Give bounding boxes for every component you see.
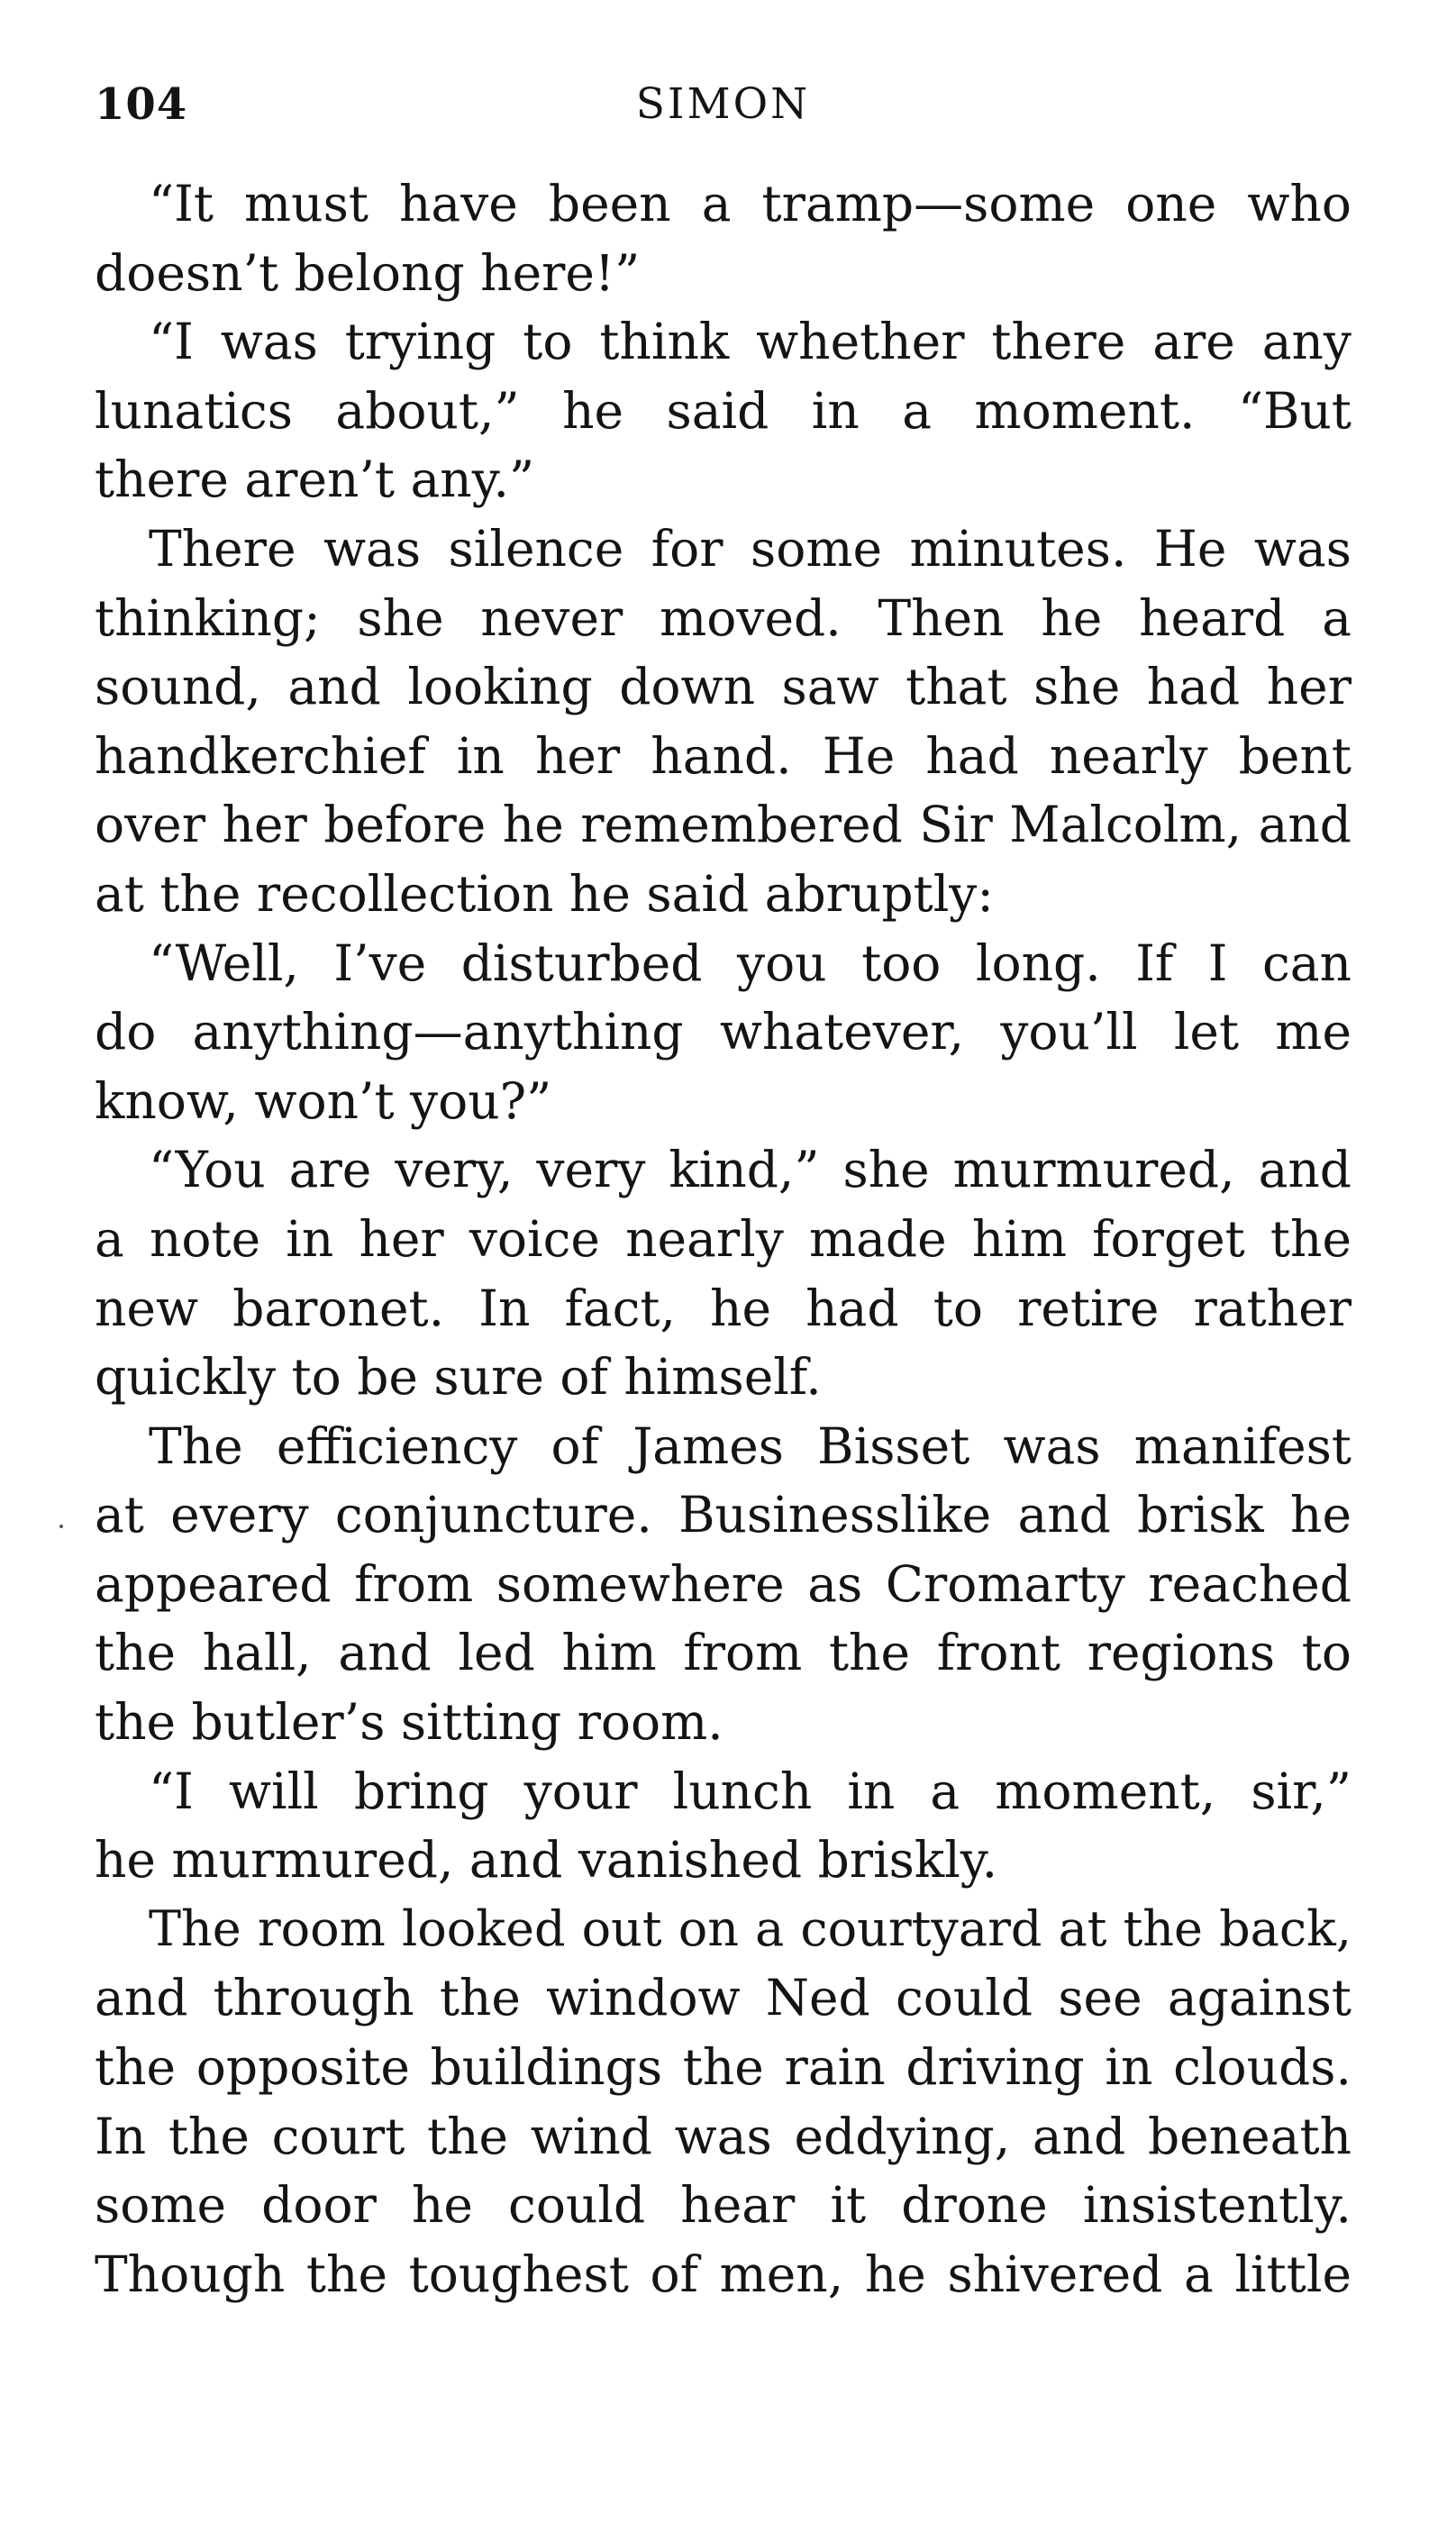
text-line: the butler’s sitting room.: [95, 1693, 723, 1752]
text-line: new baronet. In fact, he had to retire rather: [95, 1279, 1351, 1337]
text-line: over her before he remembered Sir Malcolm, and: [95, 796, 1351, 854]
text-line: know, won’t you?”: [95, 1071, 552, 1130]
text-line: “You are very, very kind,” she murmured, and: [149, 1141, 1351, 1199]
text-line: at the recollection he said abruptly:: [95, 864, 994, 923]
text-line: quickly to be sure of himself.: [95, 1348, 822, 1407]
text-line: doesn’t belong here!”: [95, 243, 641, 302]
text-line: “I was trying to think whether there are any: [149, 313, 1351, 371]
text-line: there aren’t any.”: [95, 451, 535, 509]
text-line: There was silence for some minutes. He was: [149, 519, 1351, 578]
text-line: a note in her voice nearly made him forget the: [95, 1209, 1351, 1268]
text-line: In the court the wind was eddying, and beneath: [95, 2107, 1351, 2165]
text-line: “Well, I’ve disturbed you too long. If I can: [149, 934, 1351, 992]
text-line: the hall, and led him from the front regions to: [95, 1624, 1351, 1682]
page-header: [95, 79, 1351, 142]
page-number: 104: [95, 79, 188, 130]
text-line: he murmured, and vanished briskly.: [95, 1831, 998, 1890]
text-line: do anything—anything whatever, you’ll let me: [95, 1003, 1351, 1061]
text-line: appeared from somewhere as Cromarty reached: [95, 1554, 1351, 1613]
text-line: handkerchief in her hand. He had nearly bent: [95, 726, 1351, 785]
text-line: “I will bring your lunch in a moment, sir,”: [149, 1762, 1351, 1820]
text-line: Though the toughest of men, he shivered a little: [95, 2245, 1351, 2303]
text-line: “It must have been a tramp—some one who: [149, 175, 1351, 232]
stray-ink-mark: [59, 1525, 63, 1528]
text-line: some door he could hear it drone insistently.: [95, 2176, 1351, 2235]
text-line: The room looked out on a courtyard at the back,: [149, 1899, 1351, 1957]
running-head: SIMON: [635, 79, 811, 129]
text-line: at every conjuncture. Businesslike and brisk he: [95, 1486, 1351, 1544]
body-text: [95, 169, 1351, 2309]
text-line: thinking; she never moved. Then he heard a: [95, 588, 1351, 647]
text-line: lunatics about,” he said in a moment. “But: [95, 381, 1351, 440]
text-line: the opposite buildings the rain driving in clouds.: [95, 2038, 1351, 2097]
text-line: sound, and looking down saw that she had her: [95, 658, 1351, 716]
text-line: The efficiency of James Bisset was manifest: [149, 1416, 1351, 1475]
text-line: and through the window Ned could see against: [95, 1969, 1351, 2027]
